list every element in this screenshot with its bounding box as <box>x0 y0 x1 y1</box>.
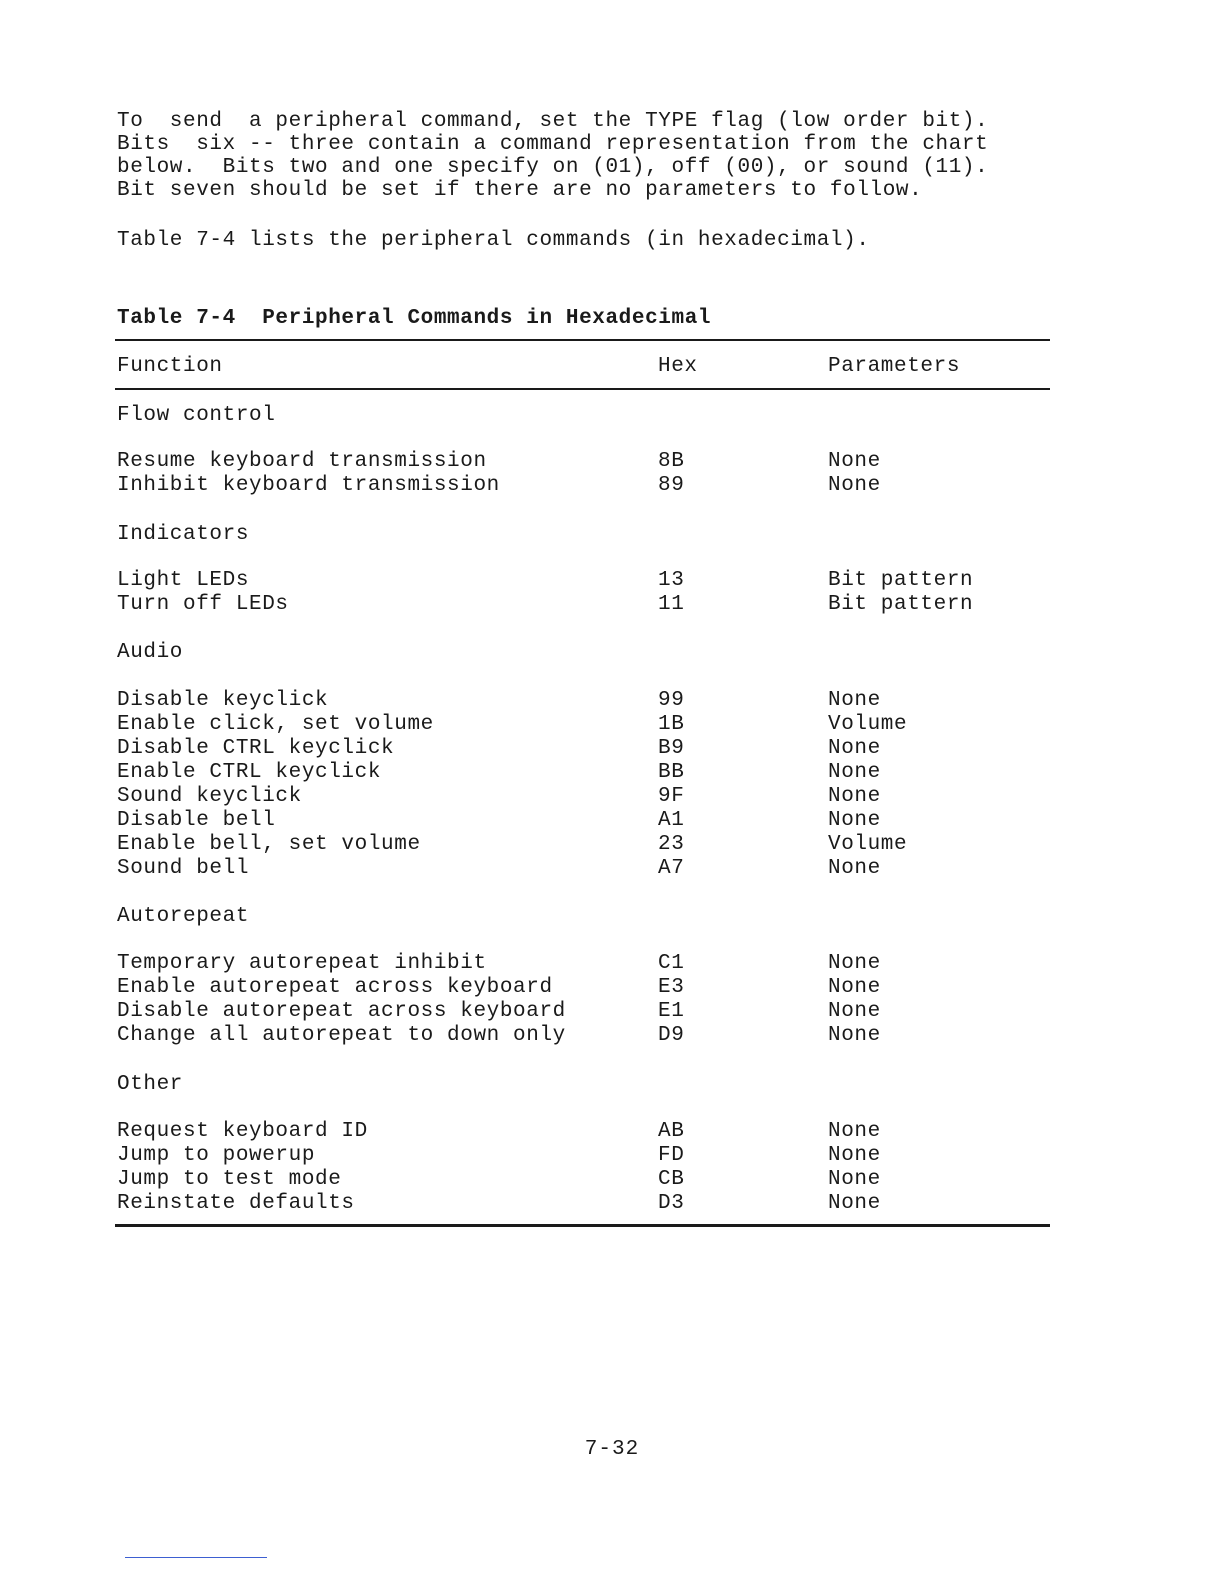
row-parameters: None <box>828 1024 881 1047</box>
intro-line: To send a peripheral command, set the TYPE flag (low order bit). <box>117 110 989 133</box>
row-function: Enable bell, set volume <box>117 833 421 856</box>
row-hex-code: 11 <box>658 593 685 616</box>
table-caption: Table 7-4 Peripheral Commands in Hexadecimal <box>117 307 712 330</box>
table-top-rule <box>115 339 1050 341</box>
row-parameters: None <box>828 1120 881 1143</box>
row-hex-code: 89 <box>658 474 685 497</box>
row-parameters: Volume <box>828 713 908 736</box>
intro-paragraph <box>117 110 1067 202</box>
row-function: Inhibit keyboard transmission <box>117 474 500 497</box>
row-function: Disable autorepeat across keyboard <box>117 1000 566 1023</box>
row-function: Jump to test mode <box>117 1168 342 1191</box>
intro-line: Bits six -- three contain a command representation from the chart <box>117 133 989 156</box>
row-function: Disable keyclick <box>117 689 329 712</box>
row-parameters: Bit pattern <box>828 593 974 616</box>
row-function: Disable CTRL keyclick <box>117 737 395 760</box>
row-parameters: None <box>828 785 881 808</box>
row-function: Enable CTRL keyclick <box>117 761 382 784</box>
row-function: Turn off LEDs <box>117 593 289 616</box>
row-parameters: None <box>828 1168 881 1191</box>
row-hex-code: 8B <box>658 450 685 473</box>
row-hex-code: BB <box>658 761 685 784</box>
row-parameters: None <box>828 450 881 473</box>
row-function: Reinstate defaults <box>117 1192 355 1215</box>
row-function: Sound bell <box>117 857 250 880</box>
row-hex-code: A1 <box>658 809 685 832</box>
row-hex-code: CB <box>658 1168 685 1191</box>
row-parameters: None <box>828 857 881 880</box>
table-header-rule <box>115 388 1050 390</box>
row-parameters: Volume <box>828 833 908 856</box>
row-parameters: None <box>828 952 881 975</box>
row-hex-code: E3 <box>658 976 685 999</box>
row-function: Disable bell <box>117 809 276 832</box>
section-title: Indicators <box>117 523 250 546</box>
row-parameters: None <box>828 689 881 712</box>
row-hex-code: C1 <box>658 952 685 975</box>
row-parameters: Bit pattern <box>828 569 974 592</box>
row-function: Change all autorepeat to down only <box>117 1024 566 1047</box>
row-function: Enable click, set volume <box>117 713 434 736</box>
row-hex-code: D9 <box>658 1024 685 1047</box>
table-bottom-rule <box>115 1224 1050 1227</box>
row-hex-code: 99 <box>658 689 685 712</box>
row-hex-code: FD <box>658 1144 685 1167</box>
row-function: Request keyboard ID <box>117 1120 368 1143</box>
row-parameters: None <box>828 1000 881 1023</box>
scan-edge-mark <box>125 1557 267 1558</box>
column-header-function: Function <box>117 355 223 378</box>
row-function: Sound keyclick <box>117 785 302 808</box>
section-title: Audio <box>117 641 184 664</box>
row-parameters: None <box>828 1192 881 1215</box>
intro-line: Bit seven should be set if there are no parameters to follow. <box>117 179 923 202</box>
row-parameters: None <box>828 474 881 497</box>
row-hex-code: 9F <box>658 785 685 808</box>
row-hex-code: B9 <box>658 737 685 760</box>
row-hex-code: A7 <box>658 857 685 880</box>
row-parameters: None <box>828 809 881 832</box>
row-parameters: None <box>828 1144 881 1167</box>
row-parameters: None <box>828 976 881 999</box>
row-hex-code: D3 <box>658 1192 685 1215</box>
row-parameters: None <box>828 761 881 784</box>
row-function: Enable autorepeat across keyboard <box>117 976 553 999</box>
row-hex-code: 13 <box>658 569 685 592</box>
section-title: Autorepeat <box>117 905 250 928</box>
row-function: Temporary autorepeat inhibit <box>117 952 487 975</box>
column-header-hex: Hex <box>658 355 698 378</box>
row-hex-code: E1 <box>658 1000 685 1023</box>
table-reference-sentence: Table 7-4 lists the peripheral commands (in hexadecimal). <box>117 229 870 252</box>
row-function: Light LEDs <box>117 569 250 592</box>
column-header-parameters: Parameters <box>828 355 961 378</box>
row-function: Resume keyboard transmission <box>117 450 487 473</box>
row-hex-code: AB <box>658 1120 685 1143</box>
section-title: Other <box>117 1073 184 1096</box>
page-number: 7-32 <box>584 1438 640 1461</box>
row-hex-code: 1B <box>658 713 685 736</box>
row-hex-code: 23 <box>658 833 685 856</box>
row-function: Jump to powerup <box>117 1144 316 1167</box>
intro-line: below. Bits two and one specify on (01), off (00), or sound (11). <box>117 156 989 179</box>
section-title: Flow control <box>117 404 276 427</box>
row-parameters: None <box>828 737 881 760</box>
